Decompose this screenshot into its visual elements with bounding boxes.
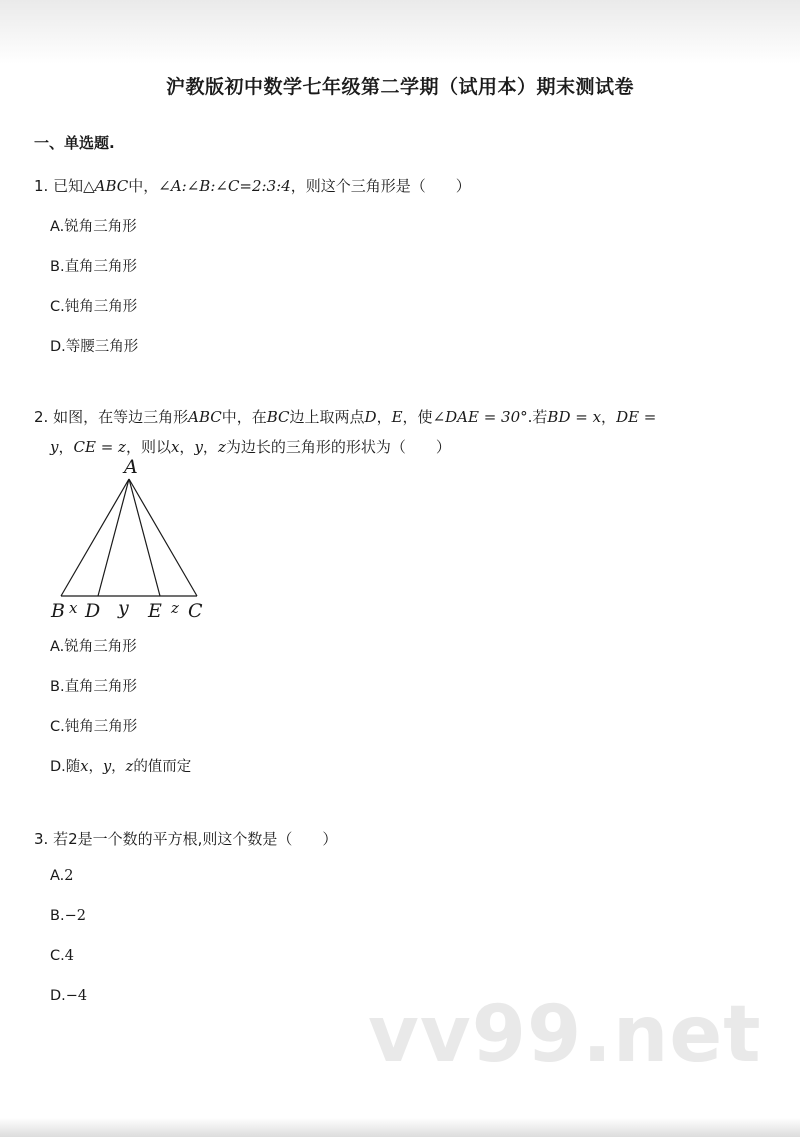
question-2-option-d[interactable] [50, 755, 191, 776]
math-expression: BD = x [547, 408, 602, 426]
math-expression: y [50, 438, 59, 456]
option-text: 直角三角形 [64, 679, 138, 695]
math-expression: DE = [616, 408, 657, 426]
option-text: 锐角三角形 [64, 219, 137, 235]
label-y: y [118, 597, 129, 619]
math-expression: y [102, 759, 112, 775]
option-text: 随 [65, 759, 81, 775]
math-expression: △ABC [83, 177, 129, 195]
page-top-shadow [0, 0, 800, 64]
stem-text: 若2是一个数的平方根,则这个数是（ ） [53, 830, 338, 848]
math-expression: CE = z [73, 438, 126, 456]
question-2-stem-line-2 [50, 436, 451, 457]
stem-text: ，则这个三角形是（ ） [290, 177, 471, 195]
option-label: B. [50, 259, 65, 275]
math-expression: E [391, 408, 403, 426]
question-3-option-c[interactable] [50, 948, 74, 964]
stem-text: ， [202, 438, 218, 456]
question-2-option-a[interactable] [50, 635, 137, 656]
stem-text: 中，在 [221, 408, 267, 426]
label-z: z [171, 599, 179, 617]
math-expression: BC [266, 408, 290, 426]
stem-text: ， [58, 438, 74, 456]
math-expression: z [217, 438, 226, 456]
math-expression: ∠DAE = 30° [432, 408, 528, 426]
label-b: B [51, 600, 65, 622]
option-value: −2 [64, 908, 86, 924]
math-expression: D [364, 408, 377, 426]
question-1-option-d[interactable] [50, 335, 138, 356]
option-label: C. [50, 719, 65, 735]
option-label: D. [50, 988, 66, 1004]
question-1-option-b[interactable] [50, 255, 137, 276]
label-a: A [124, 456, 138, 478]
option-label: B. [50, 679, 65, 695]
section-heading: 一、单选题. [34, 134, 115, 152]
side-ac [129, 479, 197, 596]
option-label: A. [50, 639, 65, 655]
math-expression: y [194, 438, 203, 456]
label-e: E [148, 600, 162, 622]
stem-text: ， [376, 408, 392, 426]
option-label: D. [50, 759, 66, 775]
question-number: 1. [34, 177, 49, 195]
option-text: 锐角三角形 [64, 639, 137, 655]
option-text: 钝角三角形 [64, 719, 138, 735]
option-label: A. [50, 868, 65, 884]
math-expression: z [125, 759, 134, 775]
option-text: ， [88, 759, 103, 775]
option-value: −4 [65, 988, 88, 1004]
question-2-option-c[interactable] [50, 715, 137, 736]
page-title: 沪教版初中数学七年级第二学期（试用本）期末测试卷 [165, 76, 634, 98]
question-3-option-d[interactable] [50, 988, 87, 1004]
question-number: 2. [34, 408, 49, 426]
option-label: B. [50, 908, 65, 924]
label-c: C [188, 600, 203, 622]
stem-text: 边上取两点 [289, 408, 365, 426]
math-expression: x [170, 438, 180, 456]
triangle-figure [40, 456, 230, 626]
stem-text: ， [179, 438, 195, 456]
question-number: 3. [34, 830, 49, 848]
question-1-option-a[interactable] [50, 215, 137, 236]
question-1-option-c[interactable] [50, 295, 137, 316]
stem-text: ， [601, 408, 617, 426]
option-text: 钝角三角形 [64, 299, 138, 315]
watermark: vv99.net [368, 990, 762, 1080]
segment-ae [129, 479, 160, 596]
stem-text: 中， [128, 177, 159, 195]
stem-text: .若 [527, 408, 548, 426]
option-label: D. [50, 339, 66, 355]
math-expression: ∠A:∠B:∠C=2:3:4 [158, 177, 291, 195]
side-ab [61, 479, 129, 596]
option-text: 等腰三角形 [65, 339, 139, 355]
math-expression: ABC [188, 408, 222, 426]
question-3-stem [34, 828, 337, 849]
option-label: A. [50, 219, 65, 235]
question-3-option-b[interactable] [50, 908, 86, 924]
stem-text: 为边长的三角形的形状为（ ） [225, 438, 451, 456]
option-text: 直角三角形 [64, 259, 138, 275]
question-1-stem [34, 175, 471, 196]
option-value: 4 [64, 948, 74, 964]
math-expression: x [80, 759, 89, 775]
stem-text: 已知 [53, 177, 84, 195]
option-label: C. [50, 948, 65, 964]
option-label: C. [50, 299, 65, 315]
page-bottom-shadow [0, 1118, 800, 1137]
option-value: 2 [64, 868, 74, 884]
option-text: 的值而定 [133, 759, 192, 775]
option-text: ， [111, 759, 126, 775]
label-x: x [69, 599, 78, 617]
stem-text: ，使 [402, 408, 433, 426]
question-2-stem-line-1 [34, 406, 656, 427]
question-2-option-b[interactable] [50, 675, 137, 696]
question-3-option-a[interactable] [50, 868, 74, 884]
stem-text: 如图，在等边三角形 [53, 408, 189, 426]
label-d: D [85, 600, 101, 622]
stem-text: ，则以 [125, 438, 171, 456]
segment-ad [98, 479, 129, 596]
